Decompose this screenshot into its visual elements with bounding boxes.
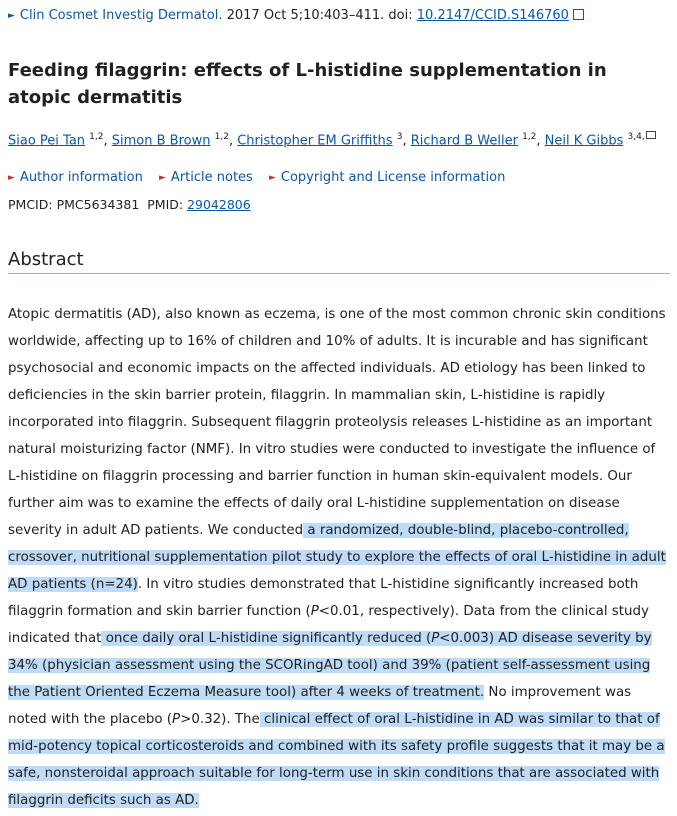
author-link[interactable]: Siao Pei Tan [8, 133, 86, 149]
article-notes-toggle[interactable]: ► Article notes [159, 170, 253, 185]
pmcid-value: PMC5634381 [56, 197, 140, 212]
article-title: Feeding filaggrin: effects of L-histidine supplementation in atopic dermatitis [8, 60, 607, 108]
author-link[interactable]: Simon B Brown [111, 133, 211, 149]
author-affiliation: 1,2 [89, 132, 104, 142]
author-affiliation: 3,4, [627, 132, 645, 142]
author-affiliation: 1,2 [214, 132, 229, 142]
triangle-right-icon: ► [159, 173, 166, 183]
highlight: clinical effect of oral L-histidine in AD was similar to that of mid-potency topical corticosteroids and combined with its safety profile suggests that it may be a safe, nonsteroidal approach suitable for long-term use in skin conditions that are associated with filaggrin deficits such as AD. [8, 712, 665, 808]
author-link[interactable]: Richard B Weller [410, 133, 518, 149]
abstract-text: Atopic dermatitis (AD), also known as eczema, is one of the most common chronic skin conditions worldwide, affecting up to 16% of children and 10% of adults. It is incurable and has significant psychosocial and economic impacts on the affected individuals. AD etiology has been linked to deficiencies in the skin barrier protein, filaggrin. In mammalian skin, L-histidine is rapidly incorporated into filaggrin. Subsequent filaggrin proteolysis releases L-histidine as an important natural moisturizing factor (NMF). In vitro studies were conducted to investigate the influence of L-histidine on filaggrin processing and barrier function in human skin-equivalent models. Our further aim was to examine the effects of daily oral L-histidine supplementation on disease severity in adult AD patients. We conducted a randomized, double-blind, placebo-controlled, crossover, nutritional supplementation pilot study to explore the effects of oral L-histidine in adult AD patients (n=24). In vitro studies demonstrated that L-histidine significantly increased both filaggrin formation and skin barrier function (P<0.01, respectively). Data from the clinical study indicated that once daily oral L-histidine significantly reduced (P<0.003) AD disease severity by 34% (physician assessment using the SCORingAD tool) and 39% (patient self-assessment using the Patient Oriented Eczema Measure tool) after 4 weeks of treatment. No improvement was noted with the placebo (P>0.32). The clinical effect of oral L-histidine in AD was similar to that of mid-potency topical corticosteroids and combined with its safety profile suggests that it may be a safe, nonsteroidal approach suitable for long-term use in skin conditions that are associated with filaggrin deficits such as AD. [8, 307, 666, 808]
highlight: a randomized, double-blind, placebo-controlled, crossover, nutritional supplementation pilot study to explore the effects of oral L-histidine in adult AD patients (n=24) [8, 523, 666, 592]
author-list: Siao Pei Tan $^{1,2}$, Simon B Brown $^{1,2}$, Christopher EM Griffiths $^3$, Richard B Weller $^{1,2}$, Neil K Gibbs $^{3,4,}$ [8, 127, 656, 151]
pmid-link[interactable]: 29042806 [187, 197, 251, 212]
author-affiliation: 3 [396, 132, 403, 142]
author-information-toggle[interactable]: ► Author information [8, 170, 143, 185]
journal-link[interactable]: Clin Cosmet Investig Dermatol. [19, 8, 223, 23]
triangle-right-icon[interactable]: ► [8, 11, 15, 21]
envelope-icon[interactable] [646, 131, 656, 139]
article-meta-links [8, 169, 517, 188]
author-affiliation: 1,2 [522, 132, 537, 142]
citation-details: 2017 Oct 5;10:403–411. doi: [222, 8, 417, 23]
triangle-right-icon: ► [8, 173, 15, 183]
triangle-right-icon: ► [268, 173, 276, 183]
abstract-heading: Abstract [8, 248, 670, 274]
doi-link[interactable]: 10.2147/CCID.S146760 [416, 8, 569, 23]
citation-line [8, 7, 584, 26]
author-link[interactable]: Neil K Gibbs [544, 133, 624, 149]
article-ids: PMCID: PMC5634381 PMID: 29042806 [8, 197, 251, 212]
external-link-icon[interactable] [573, 9, 584, 20]
copyright-license-toggle[interactable]: ► Copyright and License information [268, 170, 506, 185]
highlight: once daily oral L-histidine significantly reduced (P<0.003) AD disease severity by 34% (physician assessment using the SCORingAD tool) and 39% (patient self-assessment using the Patient Oriented Eczema Measure tool) after 4 weeks of treatment. [8, 631, 652, 700]
author-link[interactable]: Christopher EM Griffiths [237, 133, 393, 149]
